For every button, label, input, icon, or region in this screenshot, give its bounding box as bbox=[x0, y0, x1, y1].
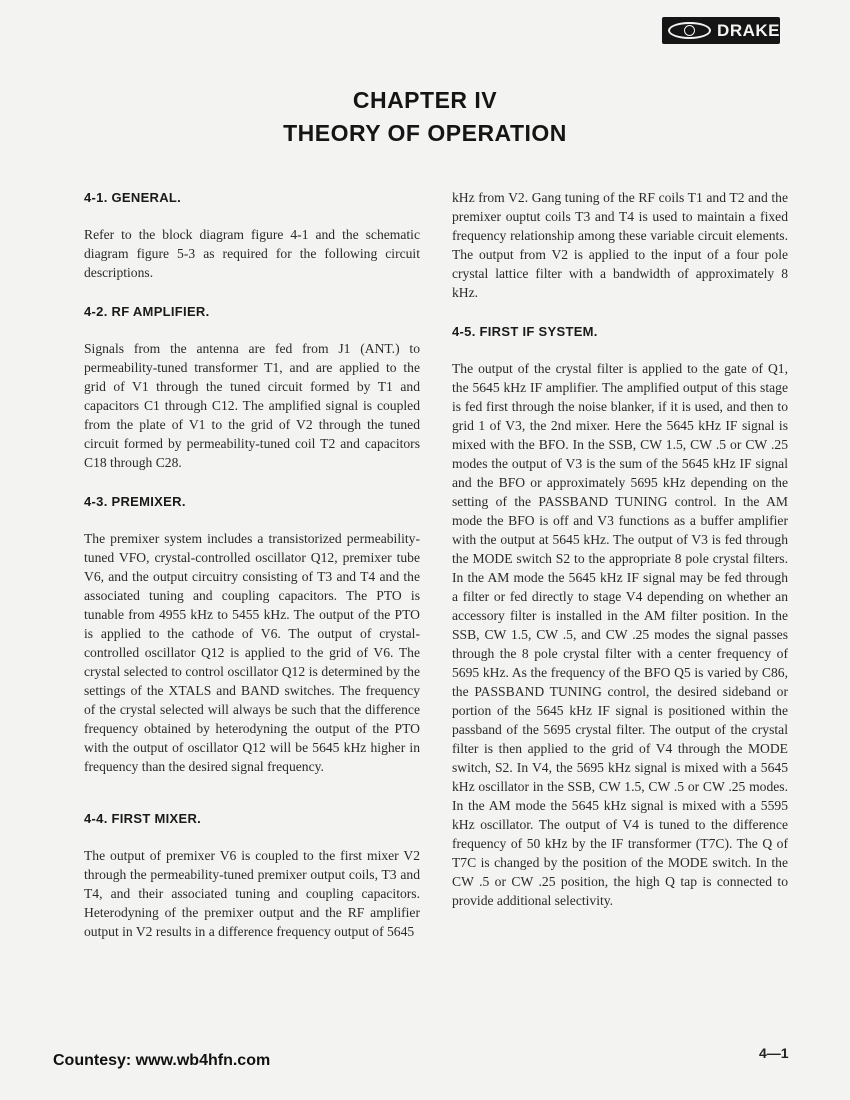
section-body-first-if: The output of the crystal filter is applied to the gate of Q1, the 5645 kHz IF amplifier. The amplified output of this stage is fed first through the noise blanker, if it is used, and then to grid 1 of V3, the 2nd mixer. Here the 5645 kHz IF signal is mixed with the BFO. In the SSB, CW 1.5, CW .5 or CW .25 modes the output of V3 is the sum of the 5645 kHz IF signal and the BFO or approximately 5695 kHz depending on the setting of the PASSBAND TUNING control. In the AM mode the BFO is off and V3 functions as a buffer amplifier with the output at 5645 kHz. The output of V3 is fed through the MODE switch S2 to the appropriate 8 pole crystal filters. In the AM mode the 5645 kHz IF signal may be fed through a filter or fed directly to stage V4 depending on whether an accessory filter is installed in the AM filter position. In the SSB, CW 1.5, CW .5, and CW .25 modes the signal passes through the 8 pole crystal filter with a center frequency of 5695 kHz. As the frequency of the BFO Q5 is varied by C86, the PASSBAND TUNING control, the desired sideband or portion of the 5645 kHz IF signal is positioned within the passband of the 5695 crystal filter. The output of the crystal filter is then applied to the grid of V4 through the MODE switch, S2. In V4, the 5695 kHz signal is mixed with a 5645 kHz oscillator in the SSB, CW 1.5, CW .5 or CW .25 modes. In the AM mode the 5645 kHz signal is mixed with a 5595 kHz oscillator. The output of V4 is tuned to the difference frequency of 50 kHz by the IF transformer (T7C). The Q of T7C is changed by the position of the MODE switch. In the CW .5 or CW .25 position, the high Q tap is connected to provide additional selectivity. bbox=[452, 361, 788, 908]
section-body-first-mixer-continued: kHz from V2. Gang tuning of the RF coils T1 and T2 and the premixer ouptut coils T3 and T4 is used to maintain a fixed frequency relationship among these variable circuit elements. The output from V2 is applied to the input of a four pole crystal lattice filter with a bandwidth of approximately 8 kHz. bbox=[452, 190, 788, 300]
section-body-rf-amplifier: Signals from the antenna are fed from J1 (ANT.) to permeability-tuned transformer T1, and are applied to the grid of V1 through the tuned circuit formed by T1 and capacitors C1 through C12. The amplified signal is coupled from the plate of V1 to the grid of V2 through the tuned circuit formed by permeability-tuned coil T2 and capacitors C18 through C28. bbox=[84, 341, 420, 470]
section-heading-rf-amplifier: 4-2. RF AMPLIFIER. bbox=[84, 304, 210, 319]
left-column bbox=[84, 188, 420, 941]
logo-text: DRAKE bbox=[717, 20, 780, 40]
chapter-title: THEORY OF OPERATION bbox=[283, 120, 567, 146]
page-number: 4—1 bbox=[759, 1045, 789, 1061]
section-body-premixer: The premixer system includes a transistorized permeability-tuned VFO, crystal-controlled oscillator Q12, premixer tube V6, and the output circuitry consisting of T3 and T4 and the associated tuning and coupling capacitors. The PTO is tunable from 4955 kHz to 5455 kHz. The output of the PTO is applied to the cathode of V6. The output of crystal-controlled oscillator Q12 is applied to the grid of V6. The crystal selected to control oscillator Q12 is determined by the settings of the XTALS and BAND switches. The frequency of the crystal selected will always be such that the difference frequency obtained by heterodyning the output of the PTO with the output of oscillator Q12 will be 5645 kHz higher in frequency than the desired signal frequency. bbox=[84, 531, 420, 774]
section-body-general: Refer to the block diagram figure 4-1 and the schematic diagram figure 5-3 as required for the following circuit descriptions. bbox=[84, 227, 420, 280]
section-heading-first-if: 4-5. FIRST IF SYSTEM. bbox=[452, 324, 598, 339]
section-heading-first-mixer: 4-4. FIRST MIXER. bbox=[84, 811, 202, 826]
drake-logo bbox=[662, 17, 780, 44]
section-heading-premixer: 4-3. PREMIXER. bbox=[84, 494, 186, 509]
section-body-first-mixer: The output of premixer V6 is coupled to the first mixer V2 through the permeability-tuned premixer output coils, T3 and T4, and their associated tuning and coupling capacitors. Heterodyning of the premixer output and the RF amplifier output in V2 results in a difference frequency output of 5645 bbox=[84, 848, 420, 939]
logo-oval bbox=[668, 22, 711, 39]
right-column bbox=[452, 188, 788, 910]
chapter-number: CHAPTER IV bbox=[352, 87, 498, 113]
section-heading-general: 4-1. GENERAL. bbox=[84, 190, 182, 205]
globe-icon bbox=[684, 25, 695, 36]
courtesy-credit: Countesy: www.wb4hfn.com bbox=[53, 1052, 271, 1069]
